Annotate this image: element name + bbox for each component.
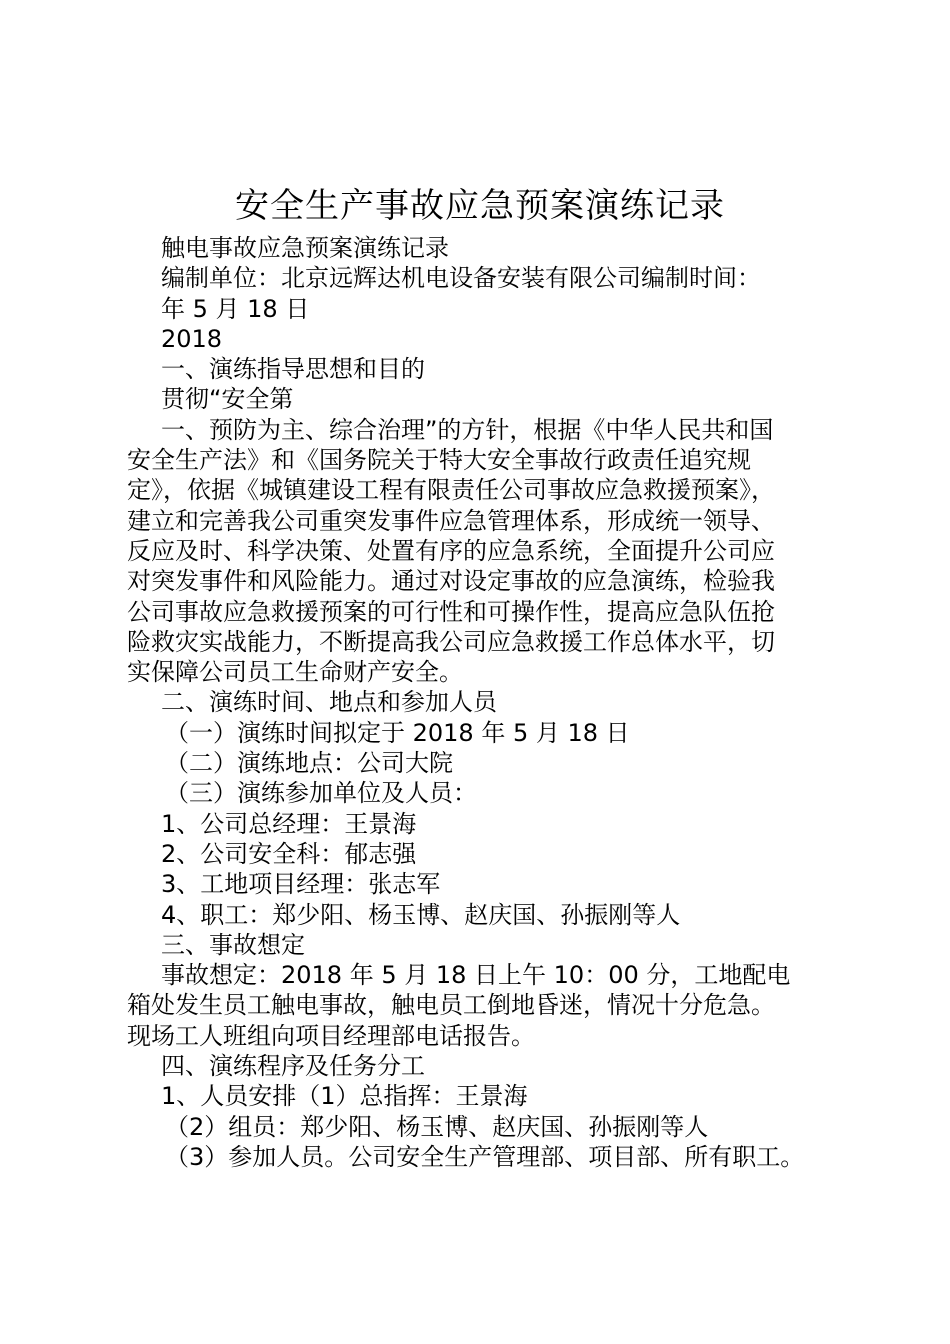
paragraph-line: 安全生产法》和《国务院关于特大安全事故行政责任追究规 (127, 446, 751, 475)
list-item: 4、职工：郑少阳、杨玉博、赵庆国、孙振刚等人 (161, 900, 681, 929)
list-item: （一）演练时间拟定于 2018 年 5 月 18 日 (165, 718, 630, 747)
section-heading-3: 三、事故想定 (161, 930, 305, 959)
list-item: 3、工地项目经理：张志军 (161, 870, 441, 899)
list-item: 2、公司安全科：郁志强 (161, 839, 417, 868)
list-item: 1、公司总经理：王景海 (161, 809, 417, 838)
paragraph-line: 现场工人班组向项目经理部电话报告。 (127, 1021, 535, 1050)
paragraph-line: 建立和完善我公司重突发事件应急管理体系，形成统一领导、 (127, 506, 775, 535)
document-body (127, 233, 842, 1172)
paragraph-line: 险救灾实战能力，不断提高我公司应急救援工作总体水平，切 (127, 627, 775, 656)
section-heading-4: 四、演练程序及任务分工 (161, 1052, 425, 1081)
list-item: （三）演练参加单位及人员： (165, 779, 477, 808)
list-item: （2）组员：郑少阳、杨玉博、赵庆国、孙振刚等人 (165, 1112, 709, 1141)
compiler-line: 编制单位：北京远辉达机电设备安装有限公司编制时间： (161, 264, 761, 293)
section-heading-2: 二、演练时间、地点和参加人员 (161, 688, 497, 717)
document-title: 安全生产事故应急预案演练记录 (235, 186, 725, 226)
year-line: 2018 (161, 324, 223, 353)
paragraph-line: 公司事故应急救援预案的可行性和可操作性，提高应急队伍抢 (127, 597, 775, 626)
date-line: 年 5 月 18 日 (161, 294, 310, 323)
paragraph-line: 反应及时、科学决策、处置有序的应急系统，全面提升公司应 (127, 536, 775, 565)
subtitle: 触电事故应急预案演练记录 (161, 234, 449, 262)
paragraph-line: 对突发事件和风险能力。通过对设定事故的应急演练，检验我 (127, 567, 775, 596)
paragraph-line: 定》，依据《城镇建设工程有限责任公司事故应急救援预案》， (127, 476, 775, 505)
paragraph-line: 一、预防为主、综合治理”的方针，根据《中华人民共和国 (161, 415, 774, 444)
paragraph-line: 实保障公司员工生命财产安全。 (127, 658, 463, 687)
list-item: （3）参加人员。公司安全生产管理部、项目部、所有职工。 (165, 1142, 805, 1171)
section-heading-1: 一、演练指导思想和目的 (161, 355, 425, 384)
paragraph-line: 贯彻“安全第 (161, 385, 294, 414)
paragraph-line: 事故想定：2018 年 5 月 18 日上午 10：00 分，工地配电 (161, 961, 791, 990)
list-item: （二）演练地点：公司大院 (165, 749, 453, 778)
list-item: 1、人员安排（1）总指挥：王景海 (161, 1082, 528, 1111)
paragraph-line: 箱处发生员工触电事故，触电员工倒地昏迷，情况十分危急。 (127, 991, 775, 1020)
